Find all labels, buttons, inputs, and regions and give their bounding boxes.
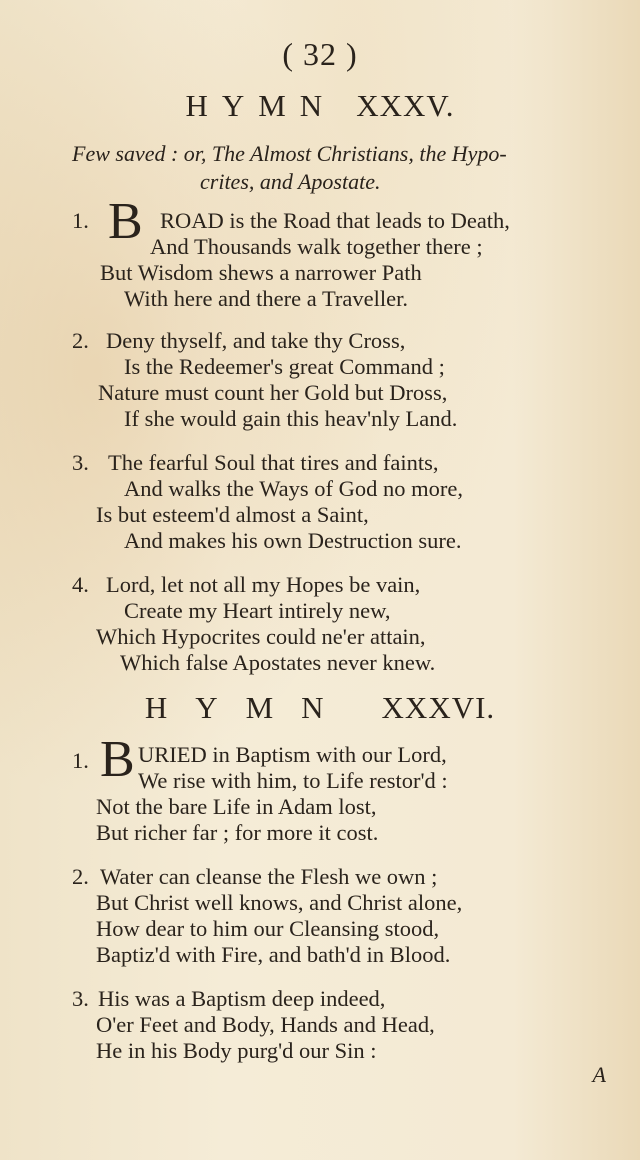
subtitle-line-1: Few saved : or, The Almost Christians, the Hypo- [72, 141, 507, 166]
verse-line: His was a Baptism deep indeed, [98, 986, 386, 1011]
hymn-35-title-word: HYMN [185, 88, 337, 123]
verse-line: And walks the Ways of God no more, [124, 476, 463, 501]
stanza-number: 4. [72, 572, 89, 597]
stanza-number: 3. [72, 450, 89, 475]
verse-line: And Thousands walk together there ; [150, 234, 483, 259]
verse-line: Is but esteem'd almost a Saint, [96, 502, 369, 527]
verse-line: We rise with him, to Life restor'd : [138, 768, 448, 793]
hymn-35-title [0, 88, 640, 124]
verse-line: Is the Redeemer's great Command ; [124, 354, 445, 379]
verse-line: Which Hypocrites could ne'er attain, [96, 624, 426, 649]
verse-line: Lord, let not all my Hopes be vain, [106, 572, 421, 597]
hymn-36-title-numeral: XXXVI. [381, 690, 496, 725]
verse-line: But Christ well knows, and Christ alone, [96, 890, 463, 915]
verse-line: O'er Feet and Body, Hands and Head, [96, 1012, 435, 1037]
stanza-number: 1. [72, 748, 89, 773]
verse-line: With here and there a Traveller. [124, 286, 408, 311]
verse-line: Deny thyself, and take thy Cross, [106, 328, 406, 353]
verse-line: The fearful Soul that tires and faints, [108, 450, 439, 475]
subtitle-line-2: crites, and Apostate. [200, 169, 381, 194]
verse-line: Create my Heart intirely new, [124, 598, 391, 623]
stanza-number: 2. [72, 864, 89, 889]
drop-cap: B [100, 731, 135, 788]
verse-line: And makes his own Destruction sure. [124, 528, 462, 553]
verse-line: But richer far ; for more it cost. [96, 820, 379, 845]
verse-line: How dear to him our Cleansing stood, [96, 916, 440, 941]
verse-line: Baptiz'd with Fire, and bath'd in Blood. [96, 942, 451, 967]
verse-line: But Wisdom shews a narrower Path [100, 260, 422, 285]
verse-line: ROAD is the Road that leads to Death, [160, 208, 510, 233]
verse-line: He in his Body purg'd our Sin : [96, 1038, 377, 1063]
stanza-number: 2. [72, 328, 89, 353]
hymn-35-subtitle [72, 140, 632, 196]
catchword: A [592, 1062, 606, 1087]
verse-line: Nature must count her Gold but Dross, [98, 380, 448, 405]
hymn-36-title [0, 690, 640, 726]
stanza-number: 3. [72, 986, 89, 1011]
verse-line: Not the bare Life in Adam lost, [96, 794, 377, 819]
stanza-number: 1. [72, 208, 89, 233]
verse-line: URIED in Baptism with our Lord, [138, 742, 447, 767]
verse-line: If she would gain this heav'nly Land. [124, 406, 458, 431]
verse-line: Which false Apostates never knew. [120, 650, 436, 675]
drop-cap: B [108, 193, 143, 250]
page-number: ( 32 ) [282, 36, 358, 72]
verse-line: Water can cleanse the Flesh we own ; [100, 864, 438, 889]
hymn-36-title-word: HYMN [144, 690, 352, 725]
hymn-35-title-numeral: XXXV. [356, 88, 455, 123]
